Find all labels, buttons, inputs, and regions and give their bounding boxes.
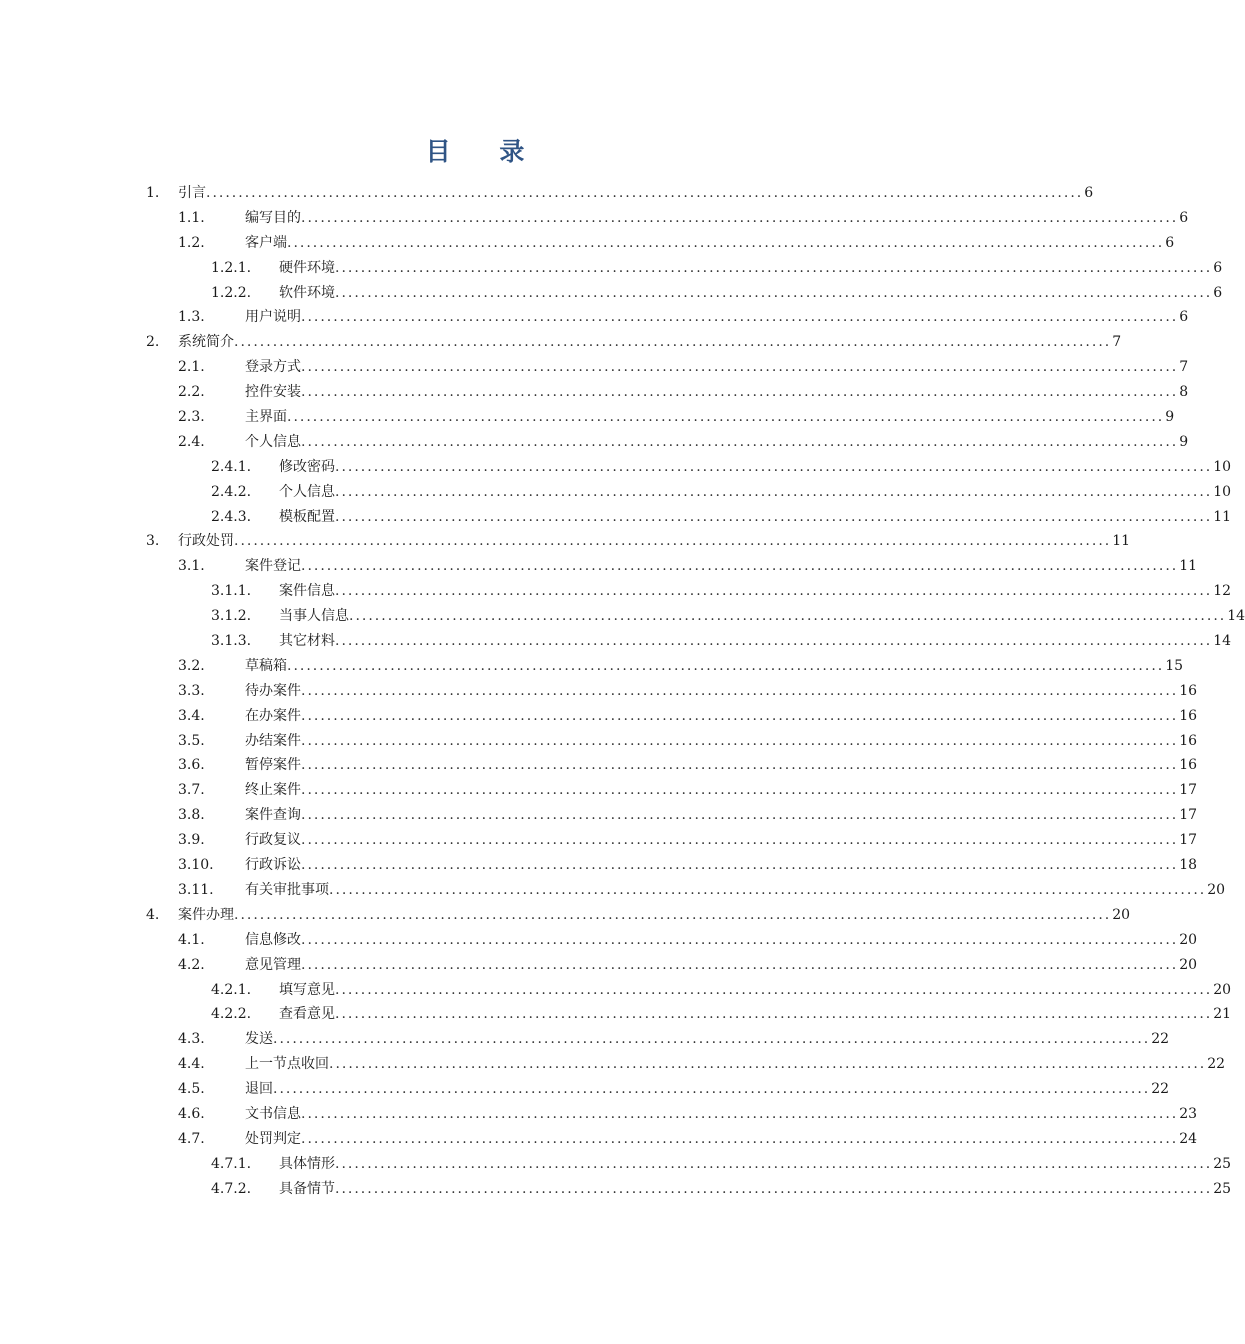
toc-entry-page: 6: [1165, 234, 1175, 251]
toc-entry[interactable]: [0, 281, 1223, 306]
toc-entry-label: 系统简介: [178, 334, 234, 351]
toc-entry-label: 有关审批事项: [245, 881, 329, 898]
toc-entry-page: 10: [1213, 483, 1232, 500]
dot-leader: ........................................................................................................................................: [335, 981, 1213, 998]
toc-entry-number: 4.5.: [178, 1081, 205, 1098]
toc-entry[interactable]: [0, 654, 1184, 679]
toc-entry-page: 16: [1179, 732, 1198, 749]
toc-entry-label: 具备情节: [279, 1180, 335, 1197]
toc-entry-line: [245, 753, 1198, 778]
toc-entry-label: 具体情形: [279, 1155, 335, 1172]
toc-entry-page: 6: [1179, 209, 1189, 226]
toc-entry-line: [245, 1102, 1198, 1127]
toc-title: 目 录: [425, 137, 545, 166]
toc-entry-number: 3.3.: [178, 682, 205, 699]
dot-leader: ........................................................................................................................................: [301, 757, 1179, 774]
dot-leader: ........................................................................................................................................: [301, 359, 1179, 376]
toc-entry-line: [245, 953, 1198, 978]
dot-leader: ........................................................................................................................................: [273, 1031, 1151, 1048]
toc-entry-label: 上一节点收回: [245, 1056, 329, 1073]
toc-entry-page: 7: [1179, 359, 1189, 376]
toc-entry-page: 9: [1165, 409, 1175, 426]
toc-entry-label: 案件查询: [245, 807, 301, 824]
toc-entry-number: 1.: [146, 185, 160, 201]
toc-entry-number: 4.1.: [178, 931, 205, 948]
toc-entry[interactable]: [0, 231, 1175, 256]
toc-entry-page: 20: [1213, 981, 1232, 998]
dot-leader: ........................................................................................................................................: [301, 682, 1179, 699]
toc-entry-label: 硬件环境: [279, 259, 335, 276]
toc-entry[interactable]: [0, 1127, 1198, 1152]
toc-entry-label: 修改密码: [279, 458, 335, 475]
toc-entry-line: [245, 554, 1198, 579]
toc-entry-page: 17: [1179, 832, 1198, 849]
toc-entry-page: 17: [1179, 782, 1198, 799]
toc-entry-label: 编写目的: [245, 209, 301, 226]
toc-entry-line: [245, 928, 1198, 953]
toc-entry-label: 控件安装: [245, 384, 301, 401]
toc-entry-line: [245, 828, 1198, 853]
toc-entry-label: 文书信息: [245, 1105, 301, 1122]
toc-entry[interactable]: [0, 629, 1232, 654]
toc-entry-number: 2.: [146, 334, 160, 351]
dot-leader: ........................................................................................................................................: [335, 1006, 1213, 1023]
toc-entry[interactable]: [0, 256, 1223, 281]
toc-entry[interactable]: [0, 480, 1232, 505]
toc-entry-number: 2.4.2.: [211, 483, 252, 500]
toc-entry-number: 3.1.3.: [211, 633, 252, 650]
toc-entry-line: [245, 380, 1189, 405]
toc-entry[interactable]: [0, 978, 1232, 1003]
toc-entry-page: 20: [1179, 956, 1198, 973]
toc-entry-line: [279, 579, 1232, 604]
toc-entry-line: [245, 853, 1198, 878]
dot-leader: ........................................................................................................................................: [301, 807, 1179, 824]
toc-entry-label: 暂停案件: [245, 757, 301, 774]
toc-entry[interactable]: [0, 803, 1198, 828]
toc-entry-line: [279, 256, 1223, 281]
dot-leader: ........................................................................................................................................: [329, 1056, 1207, 1073]
dot-leader: ........................................................................................................................................: [335, 633, 1213, 650]
toc-entry-page: 17: [1179, 807, 1198, 824]
toc-entry-page: 11: [1213, 508, 1232, 525]
toc-entry[interactable]: [0, 953, 1198, 978]
toc-entry-line: [245, 654, 1184, 679]
toc-entry-label: 个人信息: [245, 433, 301, 450]
dot-leader: ........................................................................................................................................: [335, 458, 1213, 475]
toc-entry-label: 行政复议: [245, 832, 301, 849]
toc-entry-number: 3.4.: [178, 707, 205, 724]
dot-leader: ........................................................................................................................................: [301, 857, 1179, 874]
toc-entry[interactable]: [0, 330, 1122, 355]
dot-leader: ........................................................................................................................................: [301, 309, 1179, 326]
toc-entry-page: 21: [1213, 1006, 1232, 1023]
toc-entry-page: 22: [1151, 1031, 1170, 1048]
toc-entry-number: 2.4.1.: [211, 458, 252, 475]
toc-entry-line: [279, 1002, 1232, 1027]
dot-leader: ........................................................................................................................................: [287, 234, 1165, 251]
toc-entry-number: 3.9.: [178, 832, 205, 849]
toc-entry[interactable]: [0, 1177, 1232, 1202]
toc-entry[interactable]: [0, 305, 1189, 330]
dot-leader: ........................................................................................................................................: [335, 1155, 1213, 1172]
toc-entry-page: 9: [1179, 433, 1189, 450]
toc-entry-page: 16: [1179, 682, 1198, 699]
toc-entry-label: 信息修改: [245, 931, 301, 948]
toc-entry[interactable]: [0, 928, 1198, 953]
toc-entry[interactable]: [0, 455, 1232, 480]
toc-entry-number: 1.1.: [178, 209, 205, 226]
toc-entry-page: 22: [1207, 1056, 1226, 1073]
toc-entry-number: 1.3.: [178, 309, 205, 326]
toc-entry-label: 其它材料: [279, 633, 335, 650]
dot-leader: ........................................................................................................................................: [301, 782, 1179, 799]
toc-entry-page: 23: [1179, 1105, 1198, 1122]
dot-leader: ........................................................................................................................................: [301, 707, 1179, 724]
toc-entry-line: [178, 330, 1122, 355]
toc-entry-number: 2.3.: [178, 409, 205, 426]
toc-entry-line: [279, 505, 1232, 530]
dot-leader: ........................................................................................................................................: [335, 508, 1213, 525]
dot-leader: ........................................................................................................................................: [273, 1081, 1151, 1098]
toc-entry-line: [279, 1152, 1232, 1177]
toc-entry[interactable]: [0, 1002, 1232, 1027]
toc-entry-line: [245, 803, 1198, 828]
toc-entry-number: 3.1.1.: [211, 583, 252, 600]
toc-entry-number: 1.2.2.: [211, 284, 252, 301]
toc-entry-page: 24: [1179, 1130, 1198, 1147]
toc-list: [0, 181, 1245, 1202]
toc-entry[interactable]: [0, 355, 1189, 380]
toc-entry-page: 20: [1112, 906, 1131, 923]
toc-entry-page: 16: [1179, 707, 1198, 724]
toc-entry[interactable]: [0, 1077, 1170, 1102]
toc-entry-page: 6: [1179, 309, 1189, 326]
dot-leader: ........................................................................................................................................: [234, 334, 1112, 351]
toc-entry[interactable]: [0, 1102, 1198, 1127]
toc-entry-page: 6: [1213, 284, 1223, 301]
toc-entry-page: 16: [1179, 757, 1198, 774]
toc-entry[interactable]: [0, 380, 1189, 405]
dot-leader: ........................................................................................................................................: [301, 956, 1179, 973]
toc-entry-number: 3.8.: [178, 807, 205, 824]
toc-entry[interactable]: [0, 1027, 1170, 1052]
toc-entry-number: 4.7.: [178, 1130, 205, 1147]
toc-entry[interactable]: [0, 181, 1094, 206]
toc-entry-number: 4.3.: [178, 1031, 205, 1048]
toc-entry[interactable]: [0, 729, 1198, 754]
toc-entry-number: 3.: [146, 533, 160, 550]
toc-entry-line: [178, 181, 1094, 206]
dot-leader: ........................................................................................................................................: [349, 608, 1227, 625]
toc-entry-label: 退回: [245, 1081, 273, 1098]
toc-entry-line: [245, 355, 1189, 380]
toc-entry-label: 终止案件: [245, 782, 301, 799]
toc-entry[interactable]: [0, 206, 1189, 231]
toc-entry[interactable]: [0, 679, 1198, 704]
toc-entry-number: 1.2.1.: [211, 259, 252, 276]
toc-entry-label: 待办案件: [245, 682, 301, 699]
toc-entry-label: 用户说明: [245, 309, 301, 326]
toc-entry-line: [178, 529, 1131, 554]
toc-entry-label: 软件环境: [279, 284, 335, 301]
toc-entry-line: [279, 604, 1245, 629]
toc-entry-line: [279, 281, 1223, 306]
dot-leader: ........................................................................................................................................: [301, 558, 1179, 575]
toc-entry-line: [245, 206, 1189, 231]
dot-leader: ........................................................................................................................................: [335, 284, 1213, 301]
toc-entry-line: [245, 405, 1175, 430]
dot-leader: ........................................................................................................................................: [301, 931, 1179, 948]
dot-leader: ........................................................................................................................................: [234, 906, 1112, 923]
toc-entry-page: 14: [1227, 608, 1245, 625]
toc-entry-label: 引言: [178, 185, 206, 201]
toc-entry[interactable]: [0, 828, 1198, 853]
toc-entry-number: 1.2.: [178, 234, 205, 251]
toc-entry-line: [245, 1052, 1226, 1077]
toc-entry[interactable]: [0, 529, 1131, 554]
toc-entry-line: [245, 231, 1175, 256]
toc-entry-label: 意见管理: [245, 956, 301, 973]
toc-entry-number: 4.4.: [178, 1056, 205, 1073]
dot-leader: ........................................................................................................................................: [301, 384, 1179, 401]
toc-entry-number: 3.5.: [178, 732, 205, 749]
toc-entry-number: 3.1.2.: [211, 608, 252, 625]
toc-entry-line: [245, 679, 1198, 704]
toc-entry-line: [178, 903, 1131, 928]
toc-entry[interactable]: [0, 604, 1245, 629]
toc-entry-number: 4.: [146, 906, 160, 923]
dot-leader: ........................................................................................................................................: [206, 185, 1084, 201]
toc-entry-number: 3.11.: [178, 881, 214, 898]
toc-entry[interactable]: [0, 853, 1198, 878]
toc-entry-line: [245, 778, 1198, 803]
toc-entry-label: 登录方式: [245, 359, 301, 376]
toc-entry[interactable]: [0, 878, 1226, 903]
dot-leader: ........................................................................................................................................: [335, 583, 1213, 600]
toc-entry-number: 3.1.: [178, 558, 205, 575]
toc-entry[interactable]: [0, 1152, 1232, 1177]
toc-entry-line: [245, 878, 1226, 903]
toc-entry-label: 在办案件: [245, 707, 301, 724]
toc-entry-label: 客户端: [245, 234, 287, 251]
toc-entry-number: 2.4.3.: [211, 508, 252, 525]
toc-entry-line: [245, 729, 1198, 754]
toc-entry-number: 4.2.1.: [211, 981, 252, 998]
toc-entry-label: 行政诉讼: [245, 857, 301, 874]
toc-entry-line: [279, 1177, 1232, 1202]
dot-leader: ........................................................................................................................................: [329, 881, 1207, 898]
dot-leader: ........................................................................................................................................: [301, 209, 1179, 226]
toc-entry-number: 3.7.: [178, 782, 205, 799]
dot-leader: ........................................................................................................................................: [301, 1105, 1179, 1122]
toc-entry-label: 案件登记: [245, 558, 301, 575]
toc-entry-label: 草稿箱: [245, 657, 287, 674]
toc-entry-page: 20: [1207, 881, 1226, 898]
toc-entry-label: 办结案件: [245, 732, 301, 749]
dot-leader: ........................................................................................................................................: [234, 533, 1112, 550]
toc-entry-number: 4.7.2.: [211, 1180, 252, 1197]
toc-entry[interactable]: [0, 430, 1189, 455]
toc-entry-page: 11: [1112, 533, 1131, 550]
dot-leader: ........................................................................................................................................: [335, 1180, 1213, 1197]
toc-entry-line: [245, 1077, 1170, 1102]
toc-entry-label: 案件信息: [279, 583, 335, 600]
dot-leader: ........................................................................................................................................: [301, 732, 1179, 749]
toc-entry-label: 当事人信息: [279, 608, 349, 625]
toc-entry-line: [245, 704, 1198, 729]
toc-entry-page: 14: [1213, 633, 1232, 650]
toc-entry[interactable]: [0, 1052, 1226, 1077]
toc-entry-line: [279, 978, 1232, 1003]
toc-entry-label: 发送: [245, 1031, 273, 1048]
toc-entry[interactable]: [0, 778, 1198, 803]
toc-entry-number: 3.10.: [178, 857, 214, 874]
dot-leader: ........................................................................................................................................: [301, 433, 1179, 450]
toc-entry-number: 3.2.: [178, 657, 205, 674]
toc-entry-number: 4.6.: [178, 1105, 205, 1122]
toc-entry-number: 4.7.1.: [211, 1155, 252, 1172]
toc-entry-number: 2.4.: [178, 433, 205, 450]
dot-leader: ........................................................................................................................................: [301, 832, 1179, 849]
toc-entry[interactable]: [0, 704, 1198, 729]
toc-entry-page: 8: [1179, 384, 1189, 401]
dot-leader: ........................................................................................................................................: [287, 409, 1165, 426]
toc-entry[interactable]: [0, 753, 1198, 778]
toc-entry-page: 18: [1179, 857, 1198, 874]
toc-entry-line: [245, 430, 1189, 455]
toc-entry[interactable]: [0, 903, 1131, 928]
toc-entry-page: 11: [1179, 558, 1198, 575]
toc-entry-page: 25: [1213, 1180, 1232, 1197]
dot-leader: ........................................................................................................................................: [287, 657, 1165, 674]
toc-entry-line: [279, 629, 1232, 654]
toc-entry-line: [245, 1127, 1198, 1152]
toc-entry-label: 主界面: [245, 409, 287, 426]
toc-entry-number: 2.1.: [178, 359, 205, 376]
toc-entry-page: 20: [1179, 931, 1198, 948]
toc-entry-number: 4.2.2.: [211, 1006, 252, 1023]
dot-leader: ........................................................................................................................................: [335, 483, 1213, 500]
toc-entry[interactable]: [0, 505, 1232, 530]
toc-entry-line: [245, 305, 1189, 330]
toc-entry-page: 10: [1213, 458, 1232, 475]
toc-entry-label: 处罚判定: [245, 1130, 301, 1147]
toc-entry-line: [245, 1027, 1170, 1052]
toc-entry-label: 查看意见: [279, 1006, 335, 1023]
toc-entry-page: 6: [1084, 185, 1094, 201]
toc-entry-label: 填写意见: [279, 981, 335, 998]
toc-entry-page: 6: [1213, 259, 1223, 276]
dot-leader: ........................................................................................................................................: [335, 259, 1213, 276]
toc-entry-line: [279, 455, 1232, 480]
toc-entry-number: 4.2.: [178, 956, 205, 973]
toc-entry-page: 22: [1151, 1081, 1170, 1098]
toc-entry-label: 行政处罚: [178, 533, 234, 550]
toc-entry-page: 15: [1165, 657, 1184, 674]
toc-entry-label: 案件办理: [178, 906, 234, 923]
toc-entry-label: 模板配置: [279, 508, 335, 525]
toc-entry-page: 7: [1112, 334, 1122, 351]
toc-entry[interactable]: [0, 579, 1232, 604]
toc-entry[interactable]: [0, 405, 1175, 430]
dot-leader: ........................................................................................................................................: [301, 1130, 1179, 1147]
toc-entry-number: 3.6.: [178, 757, 205, 774]
toc-entry-page: 25: [1213, 1155, 1232, 1172]
toc-entry-label: 个人信息: [279, 483, 335, 500]
toc-entry[interactable]: [0, 554, 1198, 579]
toc-entry-line: [279, 480, 1232, 505]
toc-entry-page: 12: [1213, 583, 1232, 600]
toc-entry-number: 2.2.: [178, 384, 205, 401]
